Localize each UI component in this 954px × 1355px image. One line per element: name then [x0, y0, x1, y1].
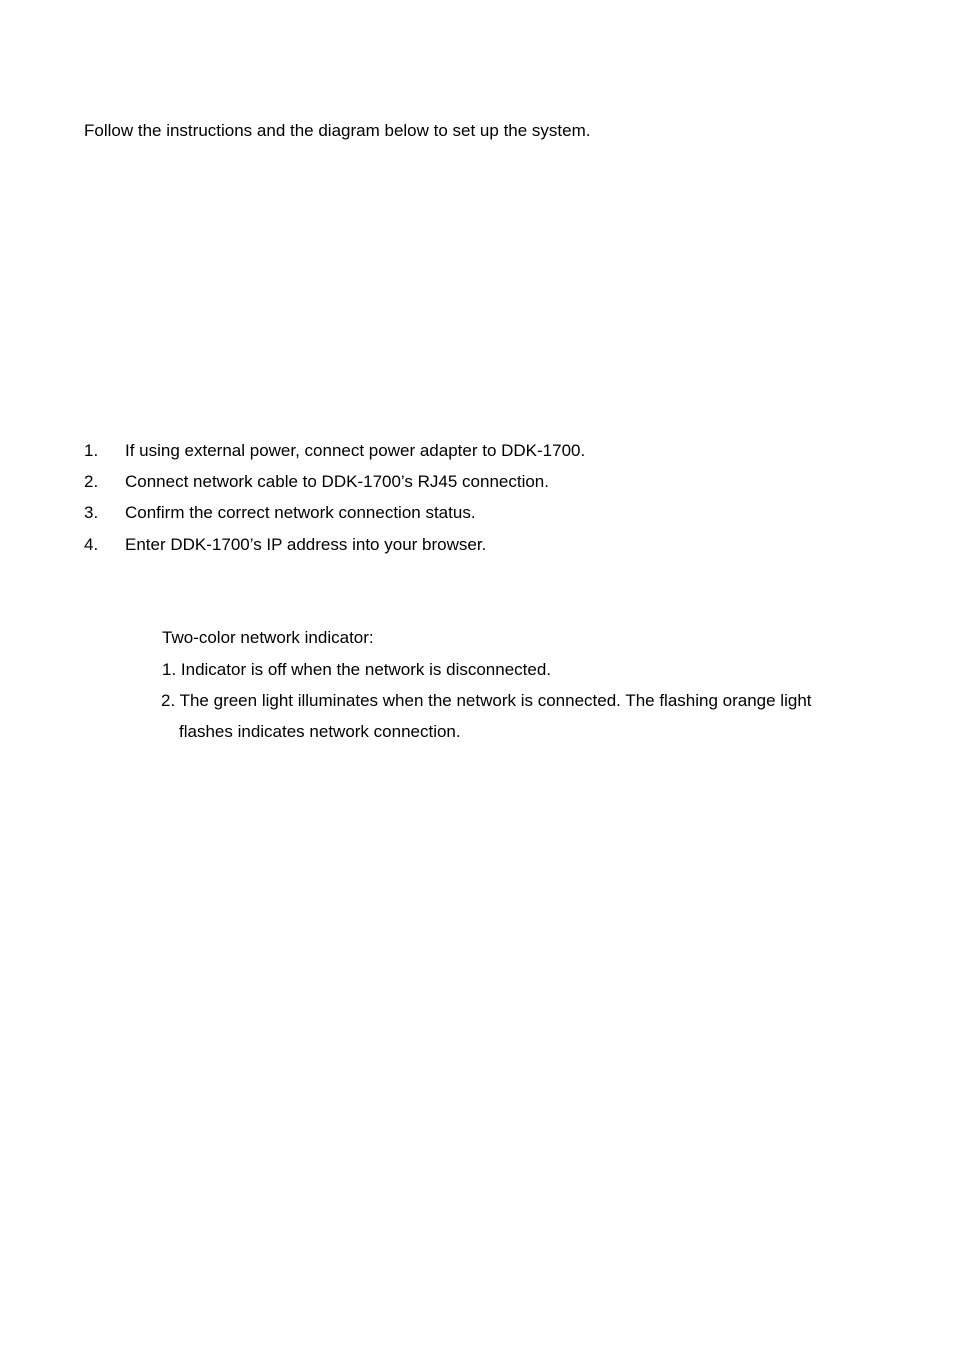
- intro-paragraph: Follow the instructions and the diagram below to set up the system.: [84, 121, 591, 140]
- setup-diagram-area: [84, 160, 874, 420]
- list-item: [0, 535, 954, 555]
- step-text: Confirm the correct network connection status.: [125, 503, 476, 522]
- step-text: Connect network cable to DDK-1700’s RJ45 connection.: [125, 472, 549, 491]
- indicator-item-2-line-1: 2. The green light illuminates when the network is connected. The flashing orange light: [161, 691, 812, 710]
- step-number: 4.: [84, 535, 99, 554]
- step-number: 3.: [84, 503, 99, 522]
- list-item: [0, 472, 954, 492]
- indicator-item-1: 1. Indicator is off when the network is disconnected.: [162, 660, 552, 679]
- step-number: 1.: [84, 441, 99, 460]
- indicator-title: Two-color network indicator:: [162, 628, 374, 647]
- step-text: Enter DDK-1700’s IP address into your browser.: [125, 535, 487, 554]
- indicator-item-2-line-2: flashes indicates network connection.: [179, 722, 461, 741]
- list-item: [0, 503, 954, 523]
- step-text: If using external power, connect power adapter to DDK-1700.: [125, 441, 586, 460]
- list-item: [0, 441, 954, 461]
- step-number: 2.: [84, 472, 99, 491]
